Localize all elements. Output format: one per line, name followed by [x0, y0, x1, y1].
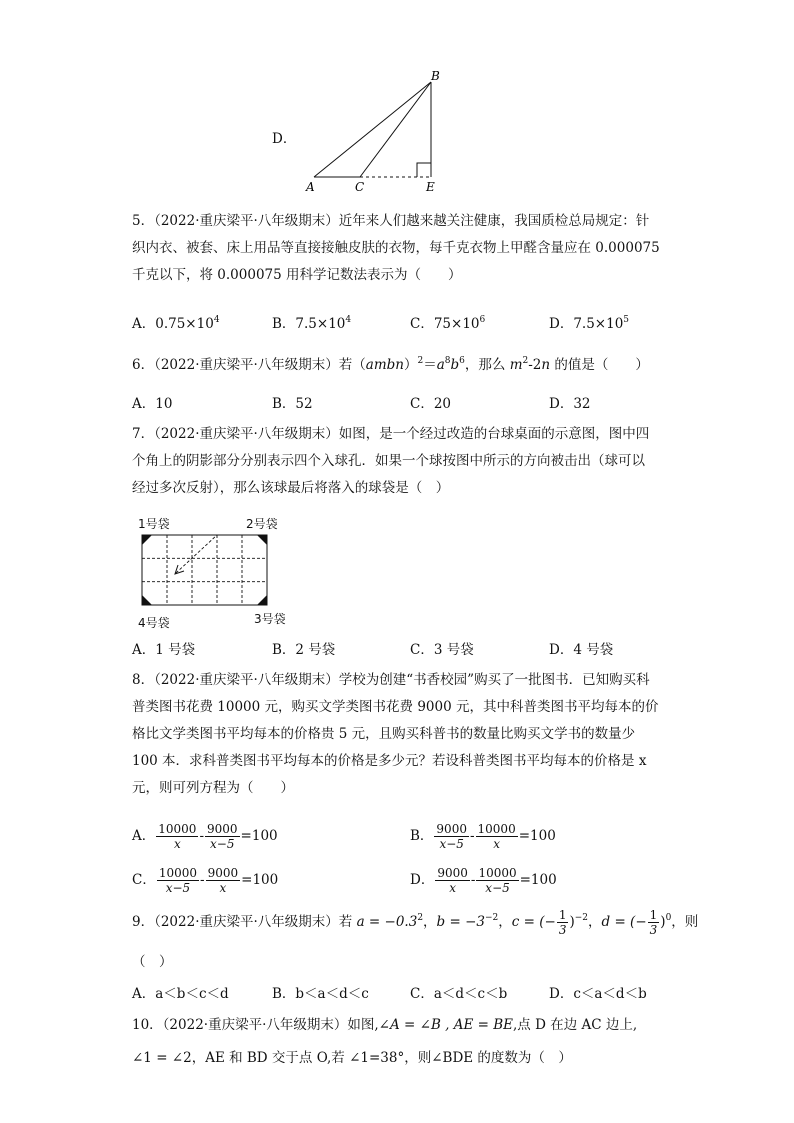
- billiard-table: [138, 530, 278, 612]
- q8-option-d[interactable]: D． $\frac{9000}{x}$ - $\frac{10000}{x-5}$ =100: [410, 866, 557, 895]
- point-e-label: E: [426, 180, 435, 194]
- pocket-3-label: 3号袋: [254, 612, 286, 626]
- point-c-label: C: [355, 180, 365, 194]
- question-6: 6．（2022·重庆梁平·八年级期末）若$(ambn)^2=a^8b^6$，那么 $m^2-2n$ 的值是（ ）: [132, 356, 649, 373]
- q6-option-b[interactable]: B．52: [272, 396, 313, 412]
- q5-option-b[interactable]: B．$7.5\times 10^4$: [272, 315, 352, 332]
- q9-option-a[interactable]: A．a＜b＜c＜d: [132, 986, 229, 1002]
- q5-option-c[interactable]: C．$75\times 10^6$: [410, 315, 486, 332]
- q6-option-c[interactable]: C．20: [410, 396, 452, 412]
- question-9: 9．（2022·重庆梁平·八年级期末）若 $a = -0.3^2$，$b = -3^{-2}$，c = (− $\frac{1}{3}$ )$^{-2}$，d = (− $\frac{1}{3}$ )$^0$，则: [132, 908, 699, 937]
- q8-line-3: 格比文学类图书平均每本的价格贵 5 元，且购买科普书的数量比购买文学书的数量少: [132, 726, 636, 742]
- q8-line-1: 8．（2022·重庆梁平·八年级期末）学校为创建“书香校园”购买了一批图书．已知购买科: [132, 672, 650, 688]
- q9-option-d[interactable]: D．c＜a＜d＜b: [549, 986, 647, 1002]
- q6-option-a[interactable]: A．10: [132, 396, 173, 412]
- q6-option-d[interactable]: D．32: [549, 396, 591, 412]
- q8-option-b[interactable]: B． $\frac{9000}{x-5}$ - $\frac{10000}{x}$ =100: [410, 822, 556, 851]
- point-b-label: B: [431, 70, 440, 83]
- question-10-line-1: 10．（2022·重庆梁平·八年级期末）如图,∠A = ∠B , AE = BE,点 D 在边 AC 边上,: [132, 1017, 638, 1033]
- q8-line-5: 元，则可列方程为（ ）: [132, 780, 294, 796]
- q8-option-a[interactable]: A． $\frac{10000}{x}$ - $\frac{9000}{x-5}$ =100: [132, 822, 278, 851]
- pocket-2-label: 2号袋: [246, 517, 278, 531]
- q5-option-d[interactable]: D．$7.5\times 10^5$: [549, 315, 630, 332]
- pocket-4-label: 4号袋: [138, 616, 170, 630]
- q8-option-c[interactable]: C． $\frac{10000}{x-5}$ - $\frac{9000}{x}$ =100: [132, 866, 279, 895]
- point-a-label: A: [306, 180, 315, 194]
- q7-line-3: 经过多次反射），那么该球最后将落入的球袋是（ ）: [132, 480, 450, 496]
- q5-line-1: 5．（2022·重庆梁平·八年级期末）近年来人们越来越关注健康，我国质检总局规定：针: [132, 213, 650, 229]
- q8-line-4: 100 本．求科普类图书平均每本的价格是多少元？若设科普类图书平均每本的价格是 x: [132, 753, 647, 769]
- q7-option-a[interactable]: A．1 号袋: [132, 642, 196, 658]
- q4-option-d-label: D．: [272, 131, 297, 147]
- q7-line-1: 7．（2022·重庆梁平·八年级期末）如图，是一个经过改造的台球桌面的示意图，图中四: [132, 426, 650, 442]
- q5-option-a[interactable]: A．$0.75\times 10^4$: [132, 315, 220, 332]
- q9-line-2: （ ）: [132, 954, 173, 970]
- triangle-figure: [300, 70, 450, 200]
- question-7: [132, 421, 662, 502]
- q5-line-3: 千克以下，将 0.000075 用科学记数法表示为（ ）: [132, 267, 462, 283]
- q5-line-2: 织内衣、被套、床上用品等直接接触皮肤的衣物，每千克衣物上甲醛含量应在 0.000075: [132, 240, 660, 256]
- q7-option-b[interactable]: B．2 号袋: [272, 642, 336, 658]
- q7-option-d[interactable]: D．4 号袋: [549, 642, 614, 658]
- question-5: [132, 208, 662, 289]
- q7-option-c[interactable]: C．3 号袋: [410, 642, 474, 658]
- question-8: [132, 667, 662, 802]
- q7-line-2: 个角上的阴影部分分别表示四个入球孔．如果一个球按图中所示的方向被击出（球可以: [132, 453, 645, 469]
- q9-option-c[interactable]: C．a＜d＜c＜b: [410, 986, 508, 1002]
- pocket-1-label: 1号袋: [138, 517, 170, 531]
- q9-option-b[interactable]: B．b＜a＜d＜c: [272, 986, 369, 1002]
- question-10-line-2: ∠1 = ∠2，AE 和 BD 交于点 O,若 ∠1=38°，则∠BDE 的度数为（ ）: [132, 1050, 572, 1066]
- q8-line-2: 普类图书花费 10000 元，购买文学类图书花费 9000 元，其中科普类图书平均每本的价: [132, 699, 659, 715]
